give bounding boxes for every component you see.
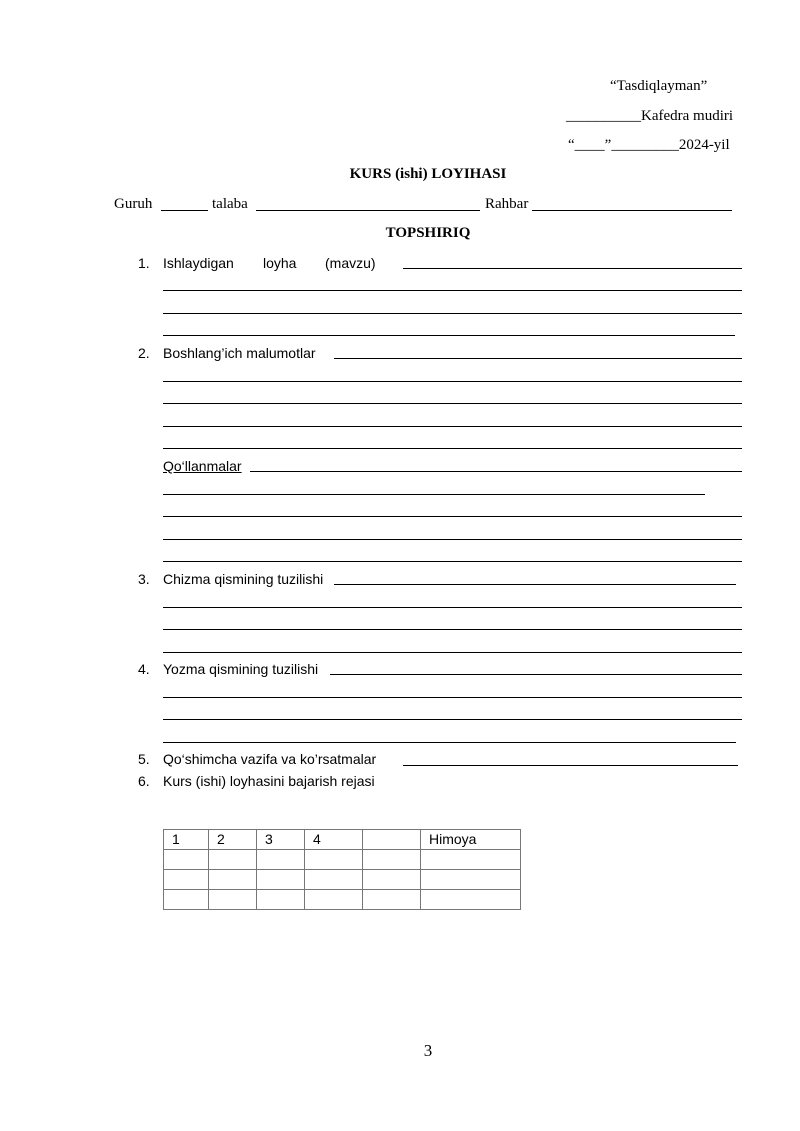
item-4-line [163,742,736,743]
table-cell [209,870,257,890]
table-header-cell: 4 [305,830,363,850]
item-2-number: 2. [138,345,150,361]
item-3-line [163,607,742,608]
item-2-line [334,358,742,359]
student-blank [256,210,480,211]
item-6-number: 6. [138,773,150,789]
table-cell [305,850,363,870]
item-1-line [403,268,742,269]
item-4-line [163,719,742,720]
item-2-label: Boshlang’ich malumotlar [163,345,316,361]
table-cell [209,850,257,870]
table-cell [257,870,305,890]
item-1-line [163,335,735,336]
item-2-line [163,448,742,449]
group-blank [161,210,208,211]
table-cell [164,890,209,910]
section-title: TOPSHIRIQ [385,225,471,241]
item-3-line [163,652,742,653]
item-1-word-3: (mavzu) [325,255,376,271]
item-3-line [163,629,742,630]
item-4-line [163,697,742,698]
manuals-line [163,561,742,562]
document-title: KURS (ishi) LOYIHASI [349,166,507,182]
table-cell [164,870,209,890]
approval-date: “____”_________2024-yil [568,137,730,153]
item-3-line [334,584,736,585]
table-header-row [164,830,521,850]
item-5-number: 5. [138,751,150,767]
item-2-line [163,426,742,427]
supervisor-blank [532,210,732,211]
item-2-line [163,381,742,382]
table-row [164,890,521,910]
table-cell [363,870,421,890]
table-cell [164,850,209,870]
supervisor-label: Rahbar [485,196,529,212]
table-cell [257,890,305,910]
table-cell [363,850,421,870]
item-1-line [163,313,742,314]
manuals-line [163,539,742,540]
table-row [164,870,521,890]
item-3-label: Chizma qismining tuzilishi [163,571,324,587]
table-row [164,850,521,870]
table-cell [421,890,521,910]
student-label: talaba [212,196,248,212]
table-cell [421,850,521,870]
table-header-cell: 2 [209,830,257,850]
table-cell [209,890,257,910]
item-5-line [403,765,738,766]
group-label: Guruh [114,196,153,212]
item-6-label: Kurs (ishi) loyhasini bajarish rejasi [163,773,375,789]
table-cell [421,870,521,890]
manuals-line [163,516,742,517]
approval-title: “Tasdiqlayman” [610,78,708,94]
item-1-line [163,290,742,291]
item-3-number: 3. [138,571,150,587]
plan-table [163,829,521,910]
item-4-line [330,674,742,675]
manuals-line [163,494,705,495]
item-2-line [163,403,742,404]
page-number: 3 [423,1041,433,1060]
manuals-line [250,471,742,472]
table-cell [363,890,421,910]
table-header-cell: 1 [164,830,209,850]
item-1-word-2: loyha [263,255,297,271]
table-cell [257,850,305,870]
table-header-cell: Himoya [421,830,521,850]
item-5-label: Qo‘shimcha vazifa va ko’rsatmalar [163,751,377,767]
table-header-cell: 3 [257,830,305,850]
manuals-label: Qo‘llanmalar [163,458,242,474]
table-cell [305,890,363,910]
item-4-label: Yozma qismining tuzilishi [163,661,319,677]
table-header-cell [363,830,421,850]
item-1-number: 1. [138,255,150,271]
item-1-word-1: Ishlaydigan [163,255,234,271]
approval-head: __________Kafedra mudiri [566,108,734,124]
table-cell [305,870,363,890]
item-4-number: 4. [138,661,150,677]
